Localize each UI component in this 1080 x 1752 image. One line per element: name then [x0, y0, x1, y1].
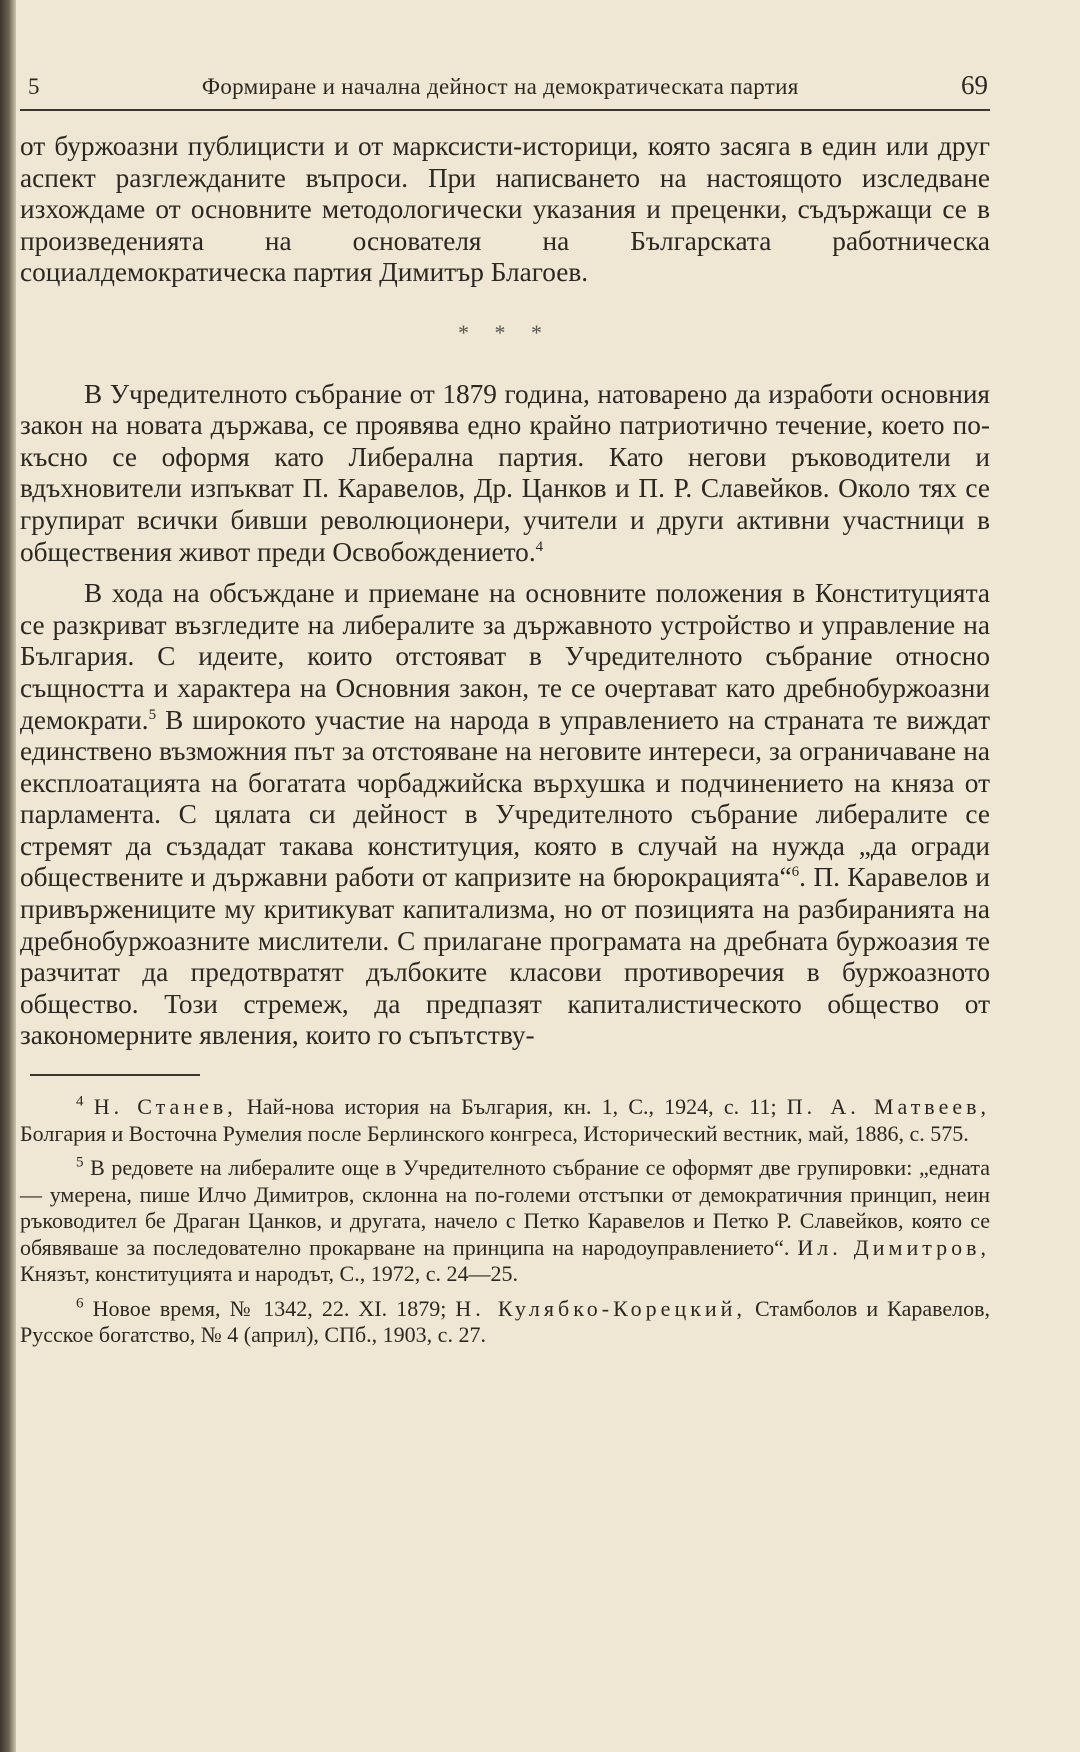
- book-binding-edge: [0, 0, 16, 1752]
- paragraph-2: В Учредителното събрание от 1879 година, натоварено да изработи основния закон на новата държава, се проявява едно крайно патриотично течение, което по-късно се оформя като Либерална партия. Като негови ръководители и вдъхновители изпъкват П. Каравелов, Др. Цанков и П. Р. Славейков. Около тях се групират всички бивши революционери, учители и други активни участници в обществения живот преди Освобождението.$^4$: [20, 378, 990, 567]
- main-text: [20, 131, 990, 1052]
- chapter-number: 5: [28, 74, 40, 99]
- footnote-divider: [30, 1074, 200, 1076]
- footnote-ref-5: 5: [148, 706, 157, 723]
- footnote-6: $^6$ Новое время, № 1342, 22. XI. 1879; Н. Кулябко-Корецкий, Стамболов и Каравелов, Русское богатство, № 4 (април), СПб., 1903, с. 27.: [20, 1295, 990, 1348]
- footnotes: [20, 1094, 990, 1349]
- footnote-ref-6: 6: [791, 864, 800, 881]
- paragraph-1: от буржоазни публицисти и от марксисти-историци, която засяга в един или друг аспект разглежданите въпроси. При написването на настоящото изследване изхождаме от основните методологически указания и преценки, съдържащи се в произведенията на основателя на Българската работническа социалдемократическа партия Димитър Благоев.: [20, 131, 990, 288]
- running-title: Формиране и начална дейност на демократическата партия: [201, 74, 799, 99]
- paragraph-3: В хода на обсъждане и приемане на основните положения в Конституцията се разкриват възгледите на либералите за държавното устройство и управление на България. С идеите, които отстояват в Учредителното събрание относно същността и характера на Основния закон, те се очертават като дребнобуржоазни демократи.$^5$ В широкото участие на народа в управлението на страната те виждат единствено възможния път за отстояване на неговите интереси, за ограничаване на експлоатацията на богатата чорбаджийска върхушка и подчинението на княза от парламента. С цялата си дейност в Учредителното събрание либералите се стремят да създадат такава конституция, която в случай на нужда „да огради обществените и държавни работи от капризите на бюрокрацията“$^6$. П. Каравелов и привържениците му критикуват капитализма, но от позицията на разбиранията на дребнобуржоазните мислители. С прилагане програмата на дребната буржоазия те разчитат да предотвратят дълбоките класови противоречия в буржоазното общество. Този стремеж, да предпазят капиталистическото общество от закономерните явления, които го съпътству-: [20, 578, 990, 1051]
- running-head: [20, 70, 990, 111]
- section-separator: * * *: [458, 319, 552, 345]
- footnote-5: $^5$ В редовете на либералите още в Учредителното събрание се оформят две групировки: „едната — умерена, пише Илчо Димитров, склонна на по-големи отстъпки от демократичния принцип, неин ръководител бе Драган Цанков, и другата, начело с Петко Каравелов и Петко Р. Славейков, която се обявяваше за последователно прокарване на принципа на народоуправлението“. Ил. Димитров, Князът, конституцията и народът, С., 1972, с. 24—25.: [20, 1154, 990, 1287]
- footnote-4: $^4$ Н. Станев, Най-нова история на България, кн. 1, С., 1924, с. 11; П. А. Матвеев, Болгария и Восточна Румелия после Берлинского конгреса, Исторический вестник, май, 1886, с. 575.: [20, 1093, 990, 1146]
- footnote-ref-4: 4: [535, 538, 544, 555]
- book-page: [20, 70, 990, 1357]
- page-number: 69: [961, 70, 988, 100]
